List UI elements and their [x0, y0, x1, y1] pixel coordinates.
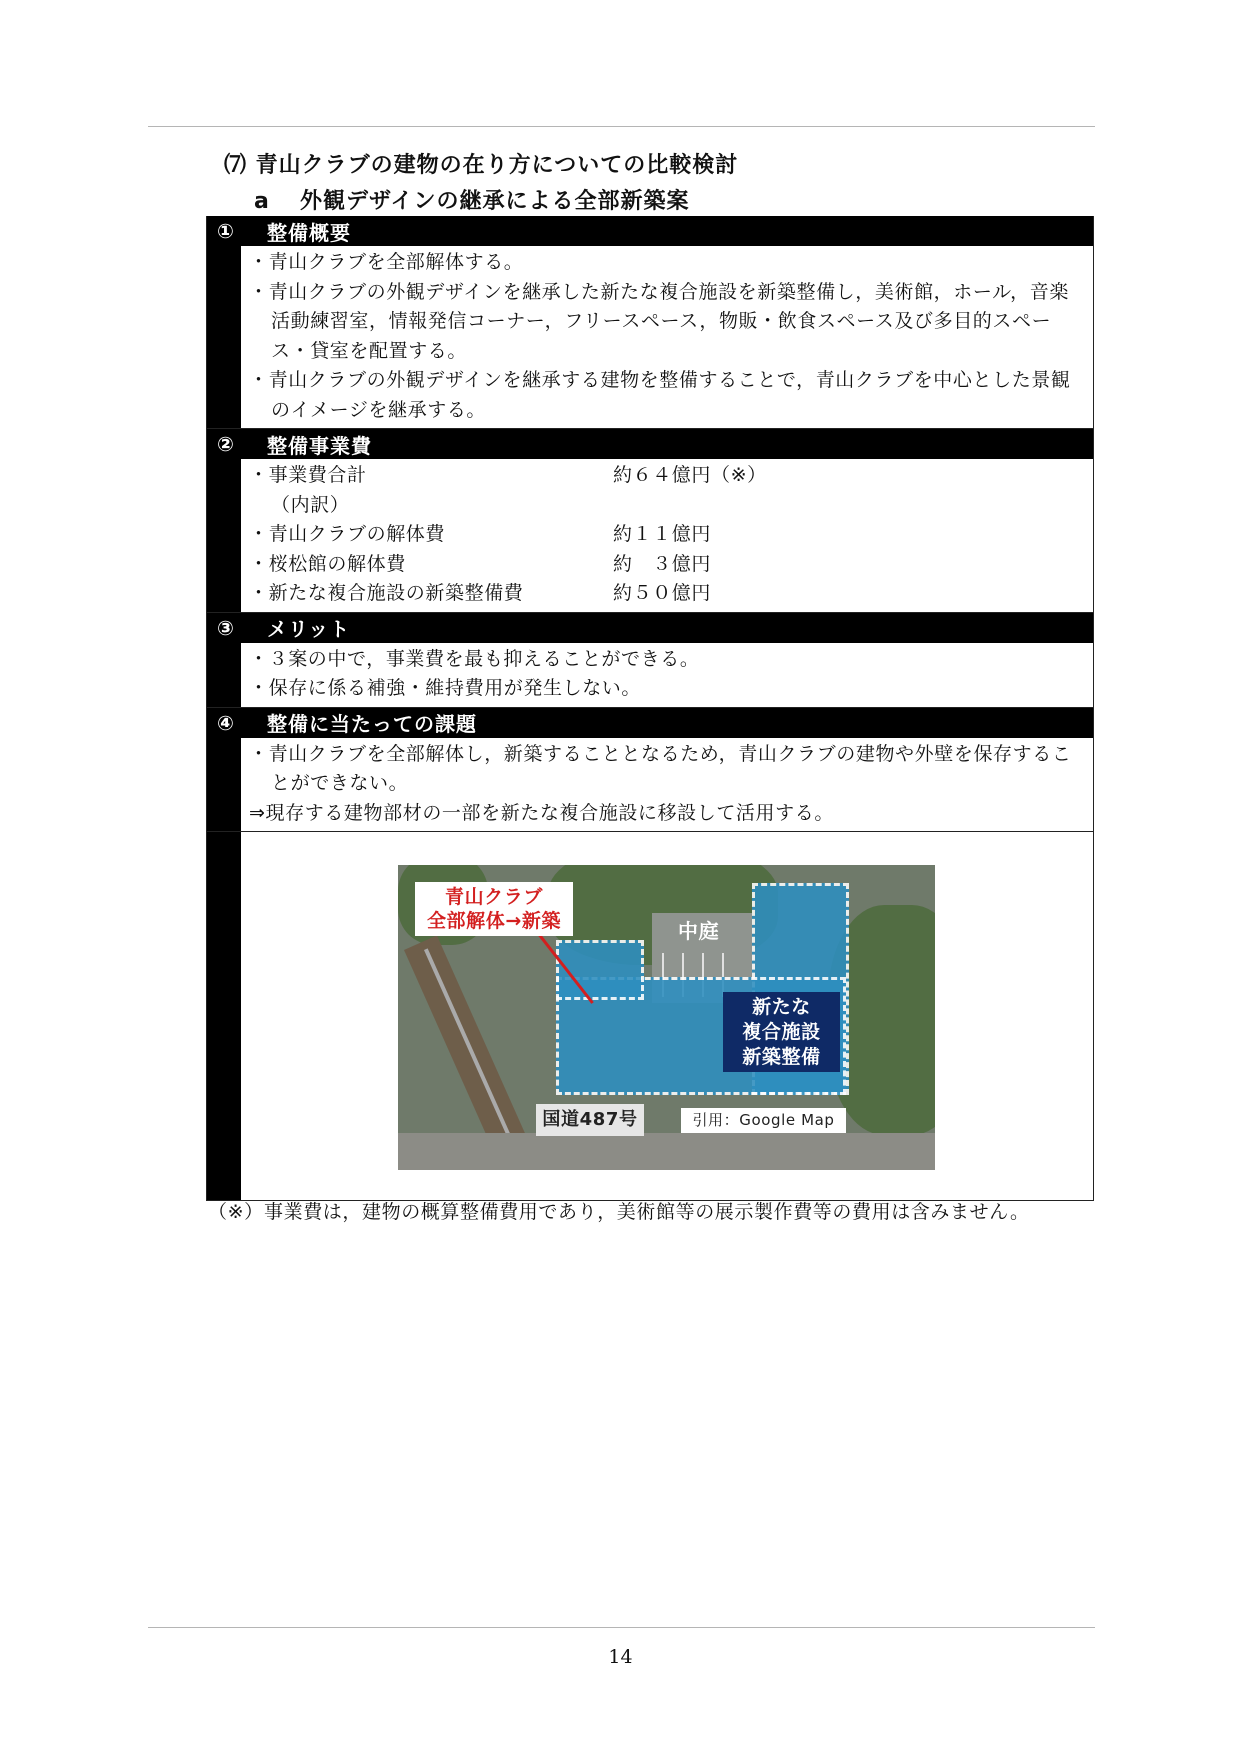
- road-label: 国道487号: [536, 1104, 644, 1136]
- cost-label: ・新たな複合施設の新築整備費: [249, 582, 524, 604]
- new-facility-label: [723, 992, 840, 1072]
- gutter-bar: [207, 643, 241, 707]
- aerial-photo: [398, 865, 935, 1170]
- bullet-item: ・青山クラブの外観デザインを継承した新たな複合施設を新築整備し，美術館，ホール，音楽活動練習室，情報発信コーナー，フリースペース，物販・飲食スペース及び多目的スペース・貸室を配置する。: [249, 280, 1069, 362]
- label-line: 全部解体→新築: [426, 910, 562, 932]
- section-header-merit: [207, 613, 1093, 643]
- cost-value: 約６４億円（※）: [613, 464, 767, 486]
- gutter-bar: [207, 832, 241, 1200]
- label-line: 複合施設: [742, 1021, 821, 1043]
- cost-total-row: [249, 461, 1085, 491]
- bullet-item: ・青山クラブの外観デザインを継承する建物を整備することで，青山クラブを中心とした景観のイメージを継承する。: [249, 369, 1071, 421]
- label-line: 新たな: [752, 996, 811, 1018]
- sub-heading-mark: a: [254, 189, 270, 214]
- label-line: 青山クラブ: [444, 886, 543, 908]
- section-body-overview: [207, 246, 1093, 429]
- cost-breakdown-label: （内訳）: [271, 493, 350, 516]
- gutter-bar: [207, 459, 241, 612]
- footnote-mark: （※）: [208, 1201, 264, 1223]
- section-title: 整備に当たっての課題: [267, 712, 477, 736]
- footnote: [208, 1196, 1098, 1228]
- cost-value: 約１１億円: [613, 523, 712, 545]
- footnote-text: 事業費は，建物の概算整備費用であり，美術館等の展示製作費等の費用は含みません。: [264, 1201, 1030, 1223]
- arrow-note: ⇒現存する建物部材の一部を新たな複合施設に移設して活用する。: [249, 801, 834, 824]
- plan-table: [206, 216, 1094, 1201]
- aoyama-club-label: [415, 882, 573, 936]
- cost-label: ・事業費合計: [249, 464, 367, 486]
- bullet-item: ・青山クラブを全部解体する。: [249, 251, 524, 273]
- cost-value: 約５０億円: [613, 582, 712, 604]
- bullet-item: ・保存に係る補強・維持費用が発生しない。: [249, 677, 642, 699]
- gutter-bar: [207, 738, 241, 832]
- page-number: 14: [608, 1646, 633, 1668]
- section-number: ③: [217, 615, 235, 640]
- road: [398, 1133, 935, 1170]
- section-title: 整備概要: [267, 220, 351, 245]
- section-number: ②: [217, 432, 235, 456]
- section-body-cost: [207, 459, 1093, 613]
- cost-row: [249, 520, 1085, 550]
- section-title: メリット: [267, 617, 351, 641]
- section-heading: ⑺ 青山クラブの建物の在り方についての比較検討: [224, 153, 739, 178]
- top-rule: [148, 126, 1095, 127]
- section-number: ④: [217, 710, 235, 735]
- section-title: 整備事業費: [267, 433, 372, 458]
- cost-label: ・桜松館の解体費: [249, 552, 406, 575]
- section-number: ①: [217, 219, 235, 243]
- citation-label: 引用：Google Map: [681, 1108, 846, 1133]
- section-header-cost: [207, 429, 1093, 459]
- sub-heading-title: 外観デザインの継承による全部新築案: [300, 189, 690, 214]
- cost-label: ・青山クラブの解体費: [249, 523, 446, 545]
- bullet-item: ・青山クラブを全部解体し，新築することとなるため，青山クラブの建物や外壁を保存することができない。: [249, 742, 1072, 794]
- bottom-rule: [148, 1627, 1095, 1628]
- cost-value: 約 ３億円: [613, 552, 712, 575]
- gutter-bar: [207, 246, 241, 428]
- cost-row: [249, 550, 1085, 580]
- bullet-item: ・３案の中で，事業費を最も抑えることができる。: [249, 647, 700, 670]
- label-line: 新築整備: [742, 1046, 821, 1068]
- section-body-merit: [207, 643, 1093, 708]
- section-header-issues: [207, 708, 1093, 738]
- cost-row: [249, 579, 1085, 609]
- courtyard-label: 中庭: [678, 919, 720, 943]
- section-header-overview: [207, 216, 1093, 246]
- sub-heading: [254, 184, 689, 215]
- section-body-image: [207, 832, 1093, 1200]
- section-body-issues: [207, 738, 1093, 833]
